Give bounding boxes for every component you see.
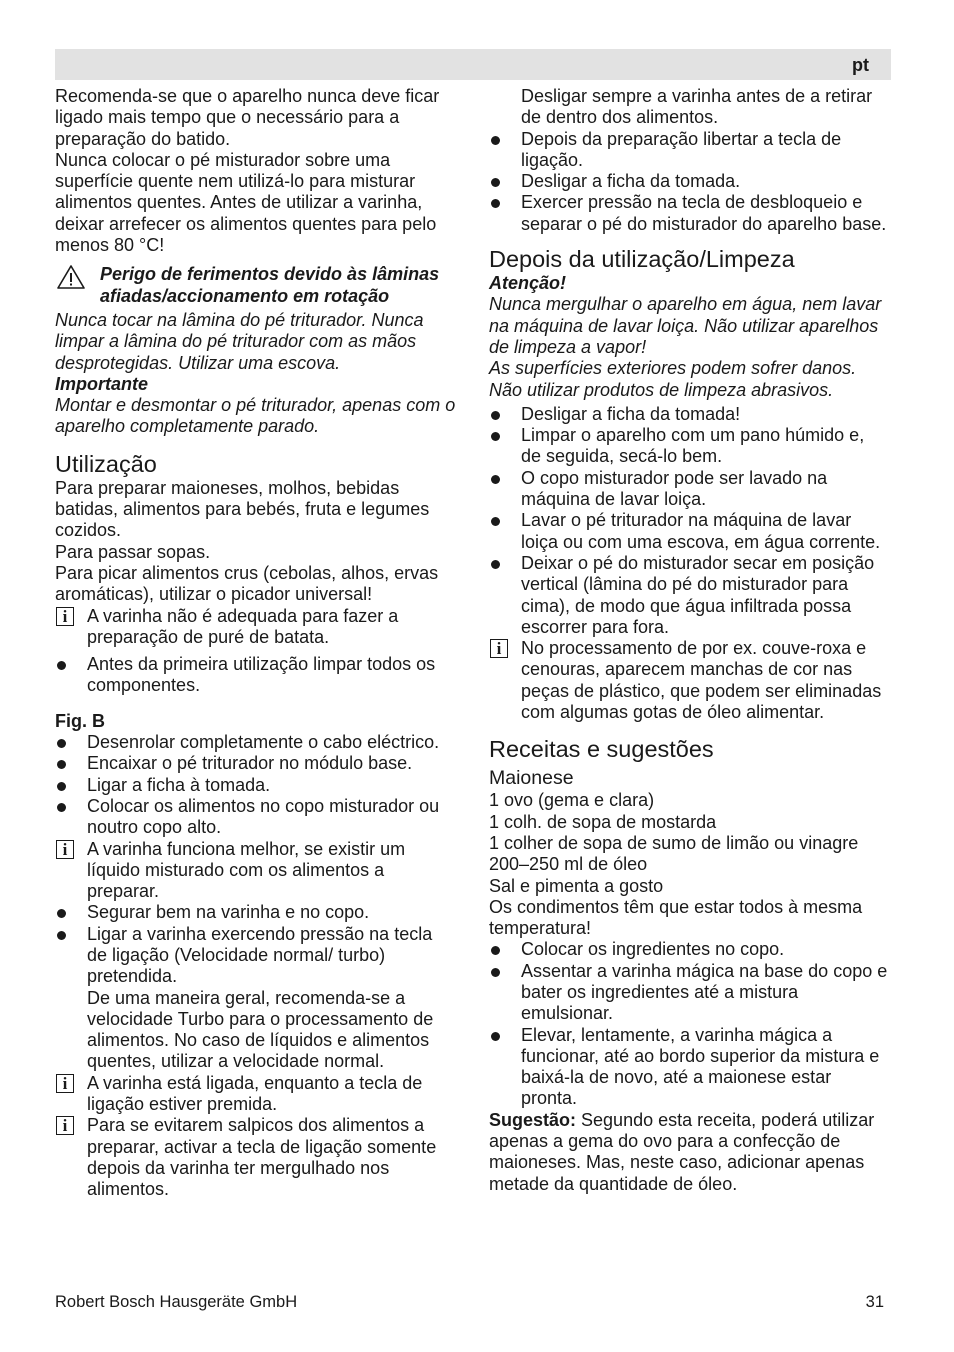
warning-block	[55, 264, 457, 307]
ingredient-line: 1 colher de sopa de sumo de limão ou vinagre	[489, 832, 859, 853]
ingredient-line: Sal e pimenta a gosto	[489, 875, 664, 896]
list-item: Ligar a varinha exercendo pressão na tecla de ligação (Velocidade normal/ turbo) pretendida.	[55, 924, 457, 988]
info-note-text: A varinha não é adequada para fazer a preparação de puré de batata.	[87, 605, 399, 647]
info-note	[55, 1115, 457, 1200]
language-code: pt	[852, 55, 869, 75]
info-note-text: Para se evitarem salpicos dos alimentos a preparar, activar a tecla de ligação somente depois da varinha ter mergulhado nos alimentos.	[87, 1115, 437, 1200]
list-item: Depois da preparação libertar a tecla de ligação.	[489, 129, 889, 172]
info-note-text: A varinha funciona melhor, se existir um líquido misturado com os alimentos a preparar.	[87, 838, 406, 902]
attention-text: Nunca mergulhar o aparelho em água, nem lavar na máquina de lavar loiça. Não utilizar aparelhos de limpeza a vapor!	[489, 294, 882, 357]
attention-label: Atenção!	[489, 273, 567, 294]
info-icon: i	[56, 1116, 74, 1135]
info-icon: i	[56, 607, 74, 626]
ingredient-line: 200–250 ml de óleo	[489, 854, 648, 875]
important-label: Importante	[55, 373, 149, 394]
ingredient-line: 1 ovo (gema e clara)	[489, 790, 655, 811]
temperature-note: Os condimentos têm que estar todos à mesma temperatura!	[489, 896, 863, 939]
list-item: Assentar a varinha mágica na base do copo e bater os ingredientes até a mistura emulsionar.	[489, 961, 889, 1025]
info-icon: i	[56, 840, 74, 859]
usage-paragraph-2: Para passar sopas.	[55, 541, 211, 562]
list-item: Limpar o aparelho com um pano húmido e, de seguida, secá-lo bem.	[489, 425, 889, 468]
list-item: Antes da primeira utilização limpar todos os componentes.	[55, 654, 457, 697]
info-note-text: A varinha está ligada, enquanto a tecla de ligação estiver premida.	[87, 1072, 423, 1115]
recipe-title: Maionese	[489, 767, 574, 790]
list-item: Colocar os alimentos no copo misturador ou noutro copo alto.	[55, 796, 457, 839]
ingredient-line: 1 colh. de sopa de mostarda	[489, 811, 717, 832]
attention-text-2: As superfícies exteriores podem sofrer danos. Não utilizar produtos de limpeza abrasivos.	[489, 358, 857, 400]
list-item: Exercer pressão na tecla de desbloqueio e separar o pé do misturador do aparelho base.	[489, 192, 889, 235]
usage-paragraph-1: Para preparar maioneses, molhos, bebidas batidas, alimentos para bebés, fruta e legumes cozidos.	[55, 477, 430, 541]
list-item: Ligar a ficha à tomada.	[55, 775, 457, 796]
tip-paragraph	[489, 1110, 889, 1195]
warning-text: Nunca tocar na lâmina do pé triturador. Nunca limpar a lâmina do pé triturador com as mãos desprotegidas. Utilizar uma escova.	[55, 309, 424, 373]
section-heading-limpeza: Depois da utilização/Limpeza	[489, 246, 795, 273]
list-item: Desligar a ficha da tomada!	[489, 404, 889, 425]
important-text: Montar e desmontar o pé triturador, apenas com o aparelho completamente parado.	[55, 395, 456, 437]
info-note	[55, 1073, 457, 1116]
list-item: Elevar, lentamente, a varinha mágica a funcionar, até ao bordo superior da mistura e baixá-la de novo, até a maionese estar pronta.	[489, 1025, 889, 1110]
warning-title: Perigo de ferimentos devido às lâminas afiadas/accionamento em rotação	[100, 264, 440, 306]
figure-reference: Fig. B	[55, 710, 105, 731]
warning-triangle-icon	[56, 264, 86, 290]
info-icon: i	[490, 639, 508, 658]
right-column	[489, 86, 889, 1195]
intro-paragraph-2: Nunca colocar o pé misturador sobre uma superfície quente nem utilizá-lo para misturar alimentos quentes. Antes de utilizar a varinha, deixar arrefecer os alimentos quentes para pelo menos 80 °C!	[55, 149, 437, 256]
page-number: 31	[865, 1293, 884, 1311]
tip-label: Sugestão:	[489, 1109, 577, 1130]
list-item-note: De uma maneira geral, recomenda-se a velocidade Turbo para o processamento de alimentos. No caso de líquidos e alimentos quentes, utilizar a velocidade normal.	[87, 987, 434, 1072]
tip-text: Segundo esta receita, poderá utilizar apenas a gema do ovo para a confecção de maioneses. Mas, neste caso, adicionar apenas metade da quantidade de óleo.	[489, 1109, 875, 1194]
intro-paragraph: Recomenda-se que o aparelho nunca deve ficar ligado mais tempo que o necessário para a preparação do batido.	[55, 86, 440, 149]
info-note	[55, 839, 457, 903]
section-heading-receitas: Receitas e sugestões	[489, 736, 714, 763]
left-column	[55, 86, 457, 1201]
list-item: Lavar o pé triturador na máquina de lavar loiça ou com uma escova, em água corrente.	[489, 510, 889, 553]
list-item: Desenrolar completamente o cabo eléctrico.	[55, 732, 457, 753]
list-item: O copo misturador pode ser lavado na máquina de lavar loiça.	[489, 468, 889, 511]
info-icon: i	[56, 1074, 74, 1093]
list-item: Segurar bem na varinha e no copo.	[55, 902, 457, 923]
header-bar	[55, 49, 891, 80]
info-note	[55, 606, 457, 649]
section-heading-utilizacao: Utilização	[55, 450, 157, 477]
footer-company: Robert Bosch Hausgeräte GmbH	[55, 1293, 298, 1311]
list-item: Deixar o pé do misturador secar em posição vertical (lâmina do pé do misturador para cima), de modo que água infiltrada possa escorrer para fora.	[489, 553, 889, 638]
list-item: Desligar a ficha da tomada.	[489, 171, 889, 192]
list-item: Encaixar o pé triturador no módulo base.	[55, 753, 457, 774]
usage-paragraph-3: Para picar alimentos crus (cebolas, alhos, ervas aromáticas), utilizar o picador universal!	[55, 562, 439, 605]
info-note-text: No processamento de por ex. couve-roxa e cenouras, aparecem manchas de cor nas peças de plástico, que podem ser eliminadas com algumas gotas de óleo alimentar.	[521, 638, 882, 723]
continued-text: Desligar sempre a varinha antes de a retirar de dentro dos alimentos.	[521, 86, 873, 128]
list-item: Colocar os ingredientes no copo.	[489, 939, 889, 960]
info-note	[489, 638, 889, 723]
